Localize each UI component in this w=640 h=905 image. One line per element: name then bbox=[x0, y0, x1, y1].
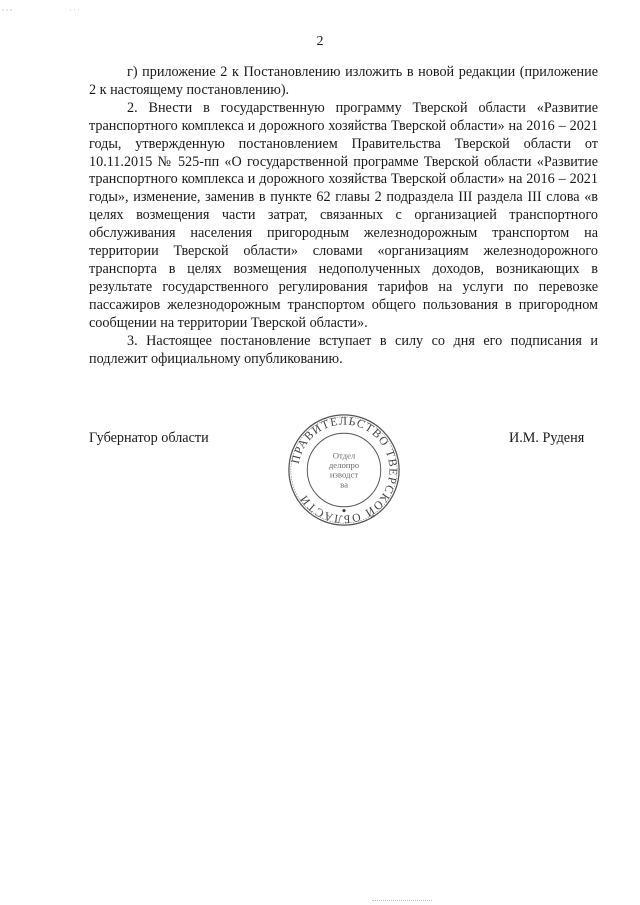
document-body bbox=[89, 64, 598, 368]
seal-center-line-3: изводст bbox=[329, 469, 359, 480]
scan-footer-artifact bbox=[372, 900, 432, 903]
signatory-position: Губернатор области bbox=[89, 430, 209, 446]
page-number: 2 bbox=[316, 34, 324, 49]
signatory-name: И.М. Руденя bbox=[509, 430, 585, 446]
official-seal bbox=[286, 412, 402, 528]
paragraph-item-g: г) приложение 2 к Постановлению изложить в новой редакции (приложение 2 к настоящему постановлению). bbox=[89, 64, 598, 98]
seal-center-line-1: Отдел bbox=[332, 450, 356, 461]
seal-ring-text: ПРАВИТЕЛЬСТВО ТВЕРСКОЙ ОБЛАСТИ bbox=[288, 414, 400, 526]
seal-stamp-icon bbox=[286, 412, 402, 528]
seal-center-line-2: делопро bbox=[328, 460, 360, 471]
paragraph-item-2: 2. Внести в государственную программу Тверской области «Развитие транспортного комплекса и дорожного хозяйства Тверской области» на 2016 – 2021 годы, утвержденную постановлением Правительства Тверской области от 10.11.2015 № 525-пп «О государственной программе Тверской области «Развитие транспортного комплекса и дорожного хозяйства Тверской области» на 2016 – 2021 годы», изменение, заменив в пункте 62 главы 2 подраздела III раздела III слова «в целях возмещения части затрат, связанных с организацией транспортного обслуживания населения пригородным железнодорожным транспортом на территории Тверской области» словами «организациям железнодорожного транспорта в целях возмещения недополученных доходов, возникающих в результате государственного регулирования тарифов на услуги по перевозке пассажиров железнодорожным транспортом общего пользования в пригородном сообщении на территории Тверской области». bbox=[89, 99, 598, 331]
seal-center-line-4: ва bbox=[340, 479, 348, 490]
scan-artifact bbox=[0, 0, 100, 4]
paragraph-item-3: 3. Настоящее постановление вступает в силу со дня его подписания и подлежит официальному опубликованию. bbox=[89, 332, 598, 367]
seal-star-dot bbox=[342, 509, 345, 512]
